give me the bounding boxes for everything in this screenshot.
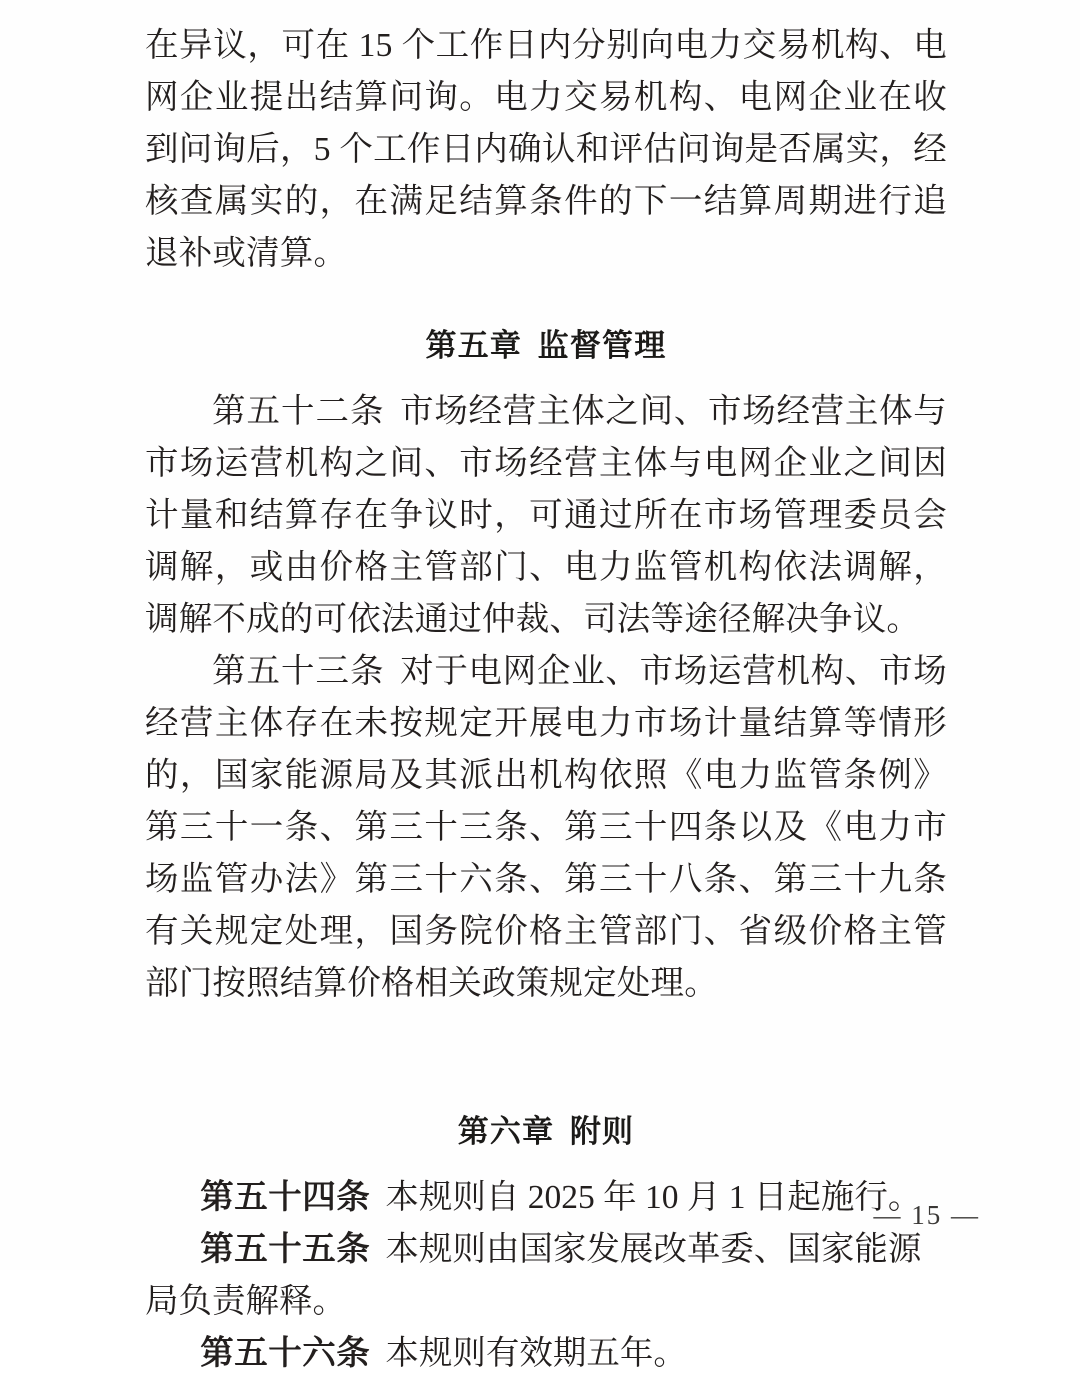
spacer-after-chapter-five xyxy=(145,372,947,386)
spacer-before-chapter-six xyxy=(145,1010,947,1106)
chapter-five-number: 第五章 xyxy=(425,328,523,363)
article-54-number: 第五十四条 xyxy=(200,1179,371,1216)
chapter-heading-six xyxy=(145,1106,947,1158)
article-55-text: 本规则由国家发展改革委、国家能源局负责解释。 xyxy=(145,1231,922,1320)
article-52 xyxy=(145,386,947,646)
article-56 xyxy=(145,1328,947,1380)
article-56-number: 第五十六条 xyxy=(200,1335,371,1372)
paragraph-continued: 在异议，可在 15 个工作日内分别向电力交易机构、电网企业提出结算问询。电力交易机构、电网企业在收到问询后，5 个工作日内确认和评估问询是否属实，经核查属实的，在满足结算条件的下一结算周期进行追退补或清算。 xyxy=(145,27,947,272)
spacer-after-chapter-six xyxy=(145,1158,947,1172)
article-53 xyxy=(145,646,947,1010)
page-number: — 15 — xyxy=(873,1200,980,1230)
chapter-five-title: 监督管理 xyxy=(537,328,667,363)
chapter-six-title: 附则 xyxy=(569,1114,635,1149)
article-55 xyxy=(145,1224,947,1328)
article-54-text: 本规则自 2025 年 10 月 1 日起施行。 xyxy=(385,1179,922,1216)
chapter-heading-five xyxy=(145,320,947,372)
article-52-number: 第五十二条 xyxy=(212,393,385,430)
article-53-text: 对于电网企业、市场运营机构、市场经营主体存在未按规定开展电力市场计量结算等情形的，国家能源局及其派出机构依照《电力监管条例》第三十一条、第三十三条、第三十四条以及《电力市场监管办法》第三十六条、第三十八条、第三十九条有关规定处理，国务院价格主管部门、省级价格主管部门按照结算价格相关政策规定处理。 xyxy=(145,653,948,1002)
page-content-column xyxy=(145,0,947,1380)
spacer-before-chapter-five xyxy=(145,280,947,320)
article-55-number: 第五十五条 xyxy=(200,1231,371,1268)
continued-paragraph-block xyxy=(145,0,947,280)
article-56-text: 本规则有效期五年。 xyxy=(385,1335,687,1372)
page-footer xyxy=(0,1200,1080,1231)
chapter-six-number: 第六章 xyxy=(457,1114,555,1149)
article-53-number: 第五十三条 xyxy=(212,653,385,690)
article-52-text: 市场经营主体之间、市场经营主体与市场运营机构之间、市场经营主体与电网企业之间因计量和结算存在争议时，可通过所在市场管理委员会调解，或由价格主管部门、电力监管机构依法调解，调解不成的可依法通过仲裁、司法等途径解决争议。 xyxy=(145,393,948,638)
